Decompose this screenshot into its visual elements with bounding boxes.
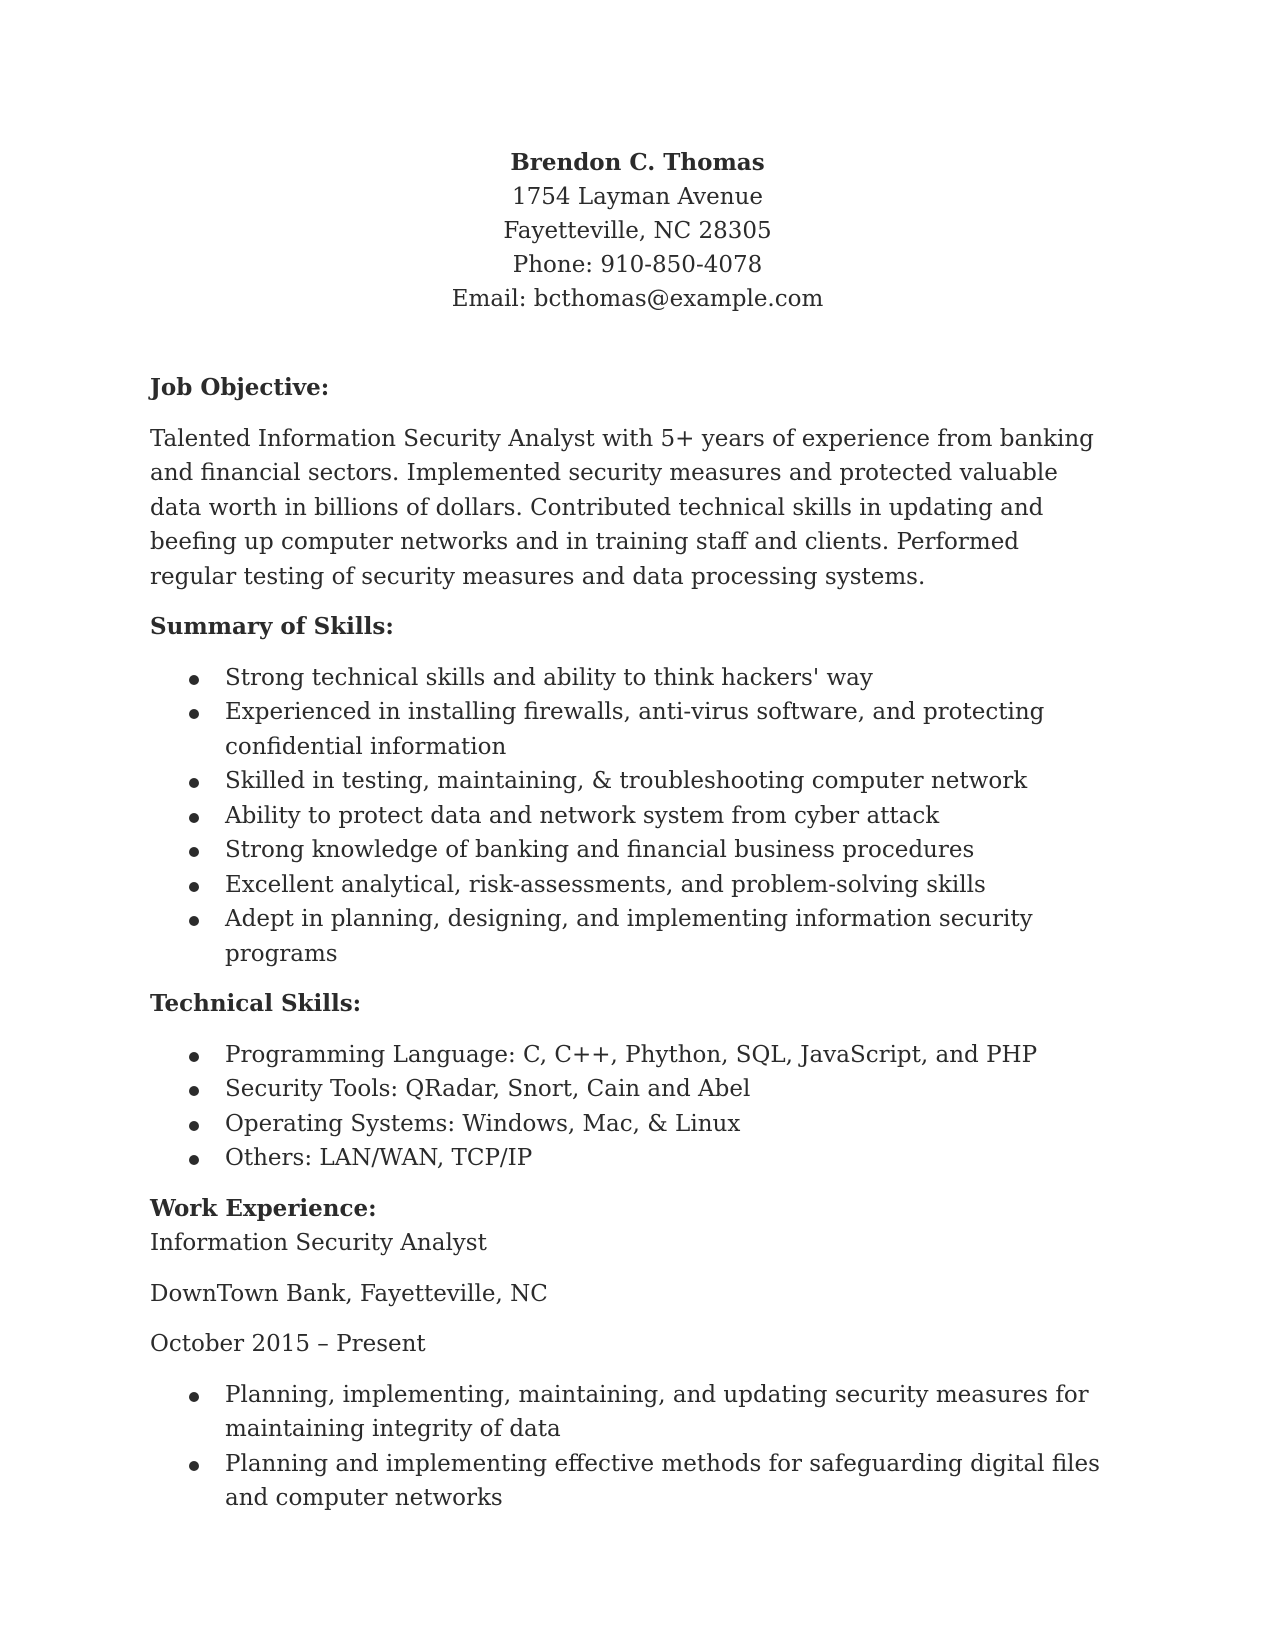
list-item bbox=[150, 833, 1110, 868]
bullet-icon bbox=[189, 847, 199, 857]
list-item-text: Strong knowledge of banking and financial business procedures bbox=[225, 837, 975, 863]
technical-skills-list bbox=[150, 1038, 1110, 1176]
list-item bbox=[150, 1447, 1110, 1516]
list-item-text: Operating Systems: Windows, Mac, & Linux bbox=[225, 1110, 741, 1137]
resume-header bbox=[0, 146, 1275, 316]
work-experience-heading: Work Experience: bbox=[150, 1194, 377, 1222]
list-item-text: Planning and implementing effective methods for safeguarding digital files and computer networks bbox=[225, 1450, 1100, 1511]
list-item-text: Strong technical skills and ability to think hackers' way bbox=[225, 664, 873, 691]
list-item-text: Adept in planning, designing, and implementing information security programs bbox=[225, 906, 1033, 967]
bullet-icon bbox=[189, 1086, 199, 1096]
address-line-2: Fayetteville, NC 28305 bbox=[503, 218, 772, 244]
list-item bbox=[150, 1072, 1110, 1107]
list-item-text: Ability to protect data and network system from cyber attack bbox=[225, 802, 940, 829]
list-item-text: Experienced in installing firewalls, anti-virus software, and protecting confidential information bbox=[225, 699, 1045, 760]
skills-summary-heading: Summary of Skills: bbox=[150, 613, 394, 640]
list-item-text: Planning, implementing, maintaining, and updating security measures for maintaining integrity of data bbox=[225, 1381, 1089, 1442]
list-item bbox=[150, 1378, 1110, 1447]
bullet-icon bbox=[189, 882, 199, 892]
list-item bbox=[150, 1141, 1110, 1176]
list-item bbox=[150, 661, 1110, 696]
list-item bbox=[150, 902, 1110, 971]
bullet-icon bbox=[189, 1392, 199, 1402]
technical-skills-heading: Technical Skills: bbox=[150, 990, 362, 1017]
list-item bbox=[150, 695, 1110, 764]
work-duties-list bbox=[150, 1378, 1110, 1516]
bullet-icon bbox=[189, 813, 199, 823]
job-title: Information Security Analyst bbox=[150, 1230, 487, 1256]
bullet-icon bbox=[189, 709, 199, 719]
objective-text: Talented Information Security Analyst with 5+ years of experience from banking and financial sectors. Implemented security measures and protected valuable data worth in billions of dollars. Contributed technical skills in updating and beefing up computer networks and in training staff and clients. Performed regular testing of security measures and data processing systems. bbox=[150, 425, 1094, 590]
list-item bbox=[150, 764, 1110, 799]
address-line-1: 1754 Layman Avenue bbox=[512, 184, 763, 210]
job-company: DownTown Bank, Fayetteville, NC bbox=[150, 1280, 548, 1307]
bullet-icon bbox=[189, 778, 199, 788]
list-item-text: Security Tools: QRadar, Snort, Cain and Abel bbox=[225, 1076, 751, 1102]
phone-line: Phone: 910-850-4078 bbox=[512, 252, 763, 278]
email-line: Email: bcthomas@example.com bbox=[451, 286, 824, 312]
bullet-icon bbox=[189, 675, 199, 685]
bullet-icon bbox=[189, 1121, 199, 1131]
list-item-text: Programming Language: C, C++, Phython, SQL, JavaScript, and PHP bbox=[225, 1041, 1038, 1068]
skills-summary-list bbox=[150, 661, 1110, 972]
bullet-icon bbox=[189, 1461, 199, 1471]
list-item bbox=[150, 1038, 1110, 1073]
bullet-icon bbox=[189, 1052, 199, 1062]
list-item-text: Excellent analytical, risk-assessments, and problem-solving skills bbox=[225, 871, 986, 898]
candidate-name: Brendon C. Thomas bbox=[510, 149, 765, 176]
resume-body bbox=[150, 371, 1110, 1532]
list-item-text: Others: LAN/WAN, TCP/IP bbox=[225, 1145, 533, 1171]
list-item bbox=[150, 1107, 1110, 1142]
bullet-icon bbox=[189, 916, 199, 926]
job-dates: October 2015 – Present bbox=[150, 1331, 426, 1357]
bullet-icon bbox=[189, 1155, 199, 1165]
list-item-text: Skilled in testing, maintaining, & troubleshooting computer network bbox=[225, 768, 1028, 794]
list-item bbox=[150, 868, 1110, 903]
list-item bbox=[150, 799, 1110, 834]
objective-heading: Job Objective: bbox=[150, 374, 330, 401]
